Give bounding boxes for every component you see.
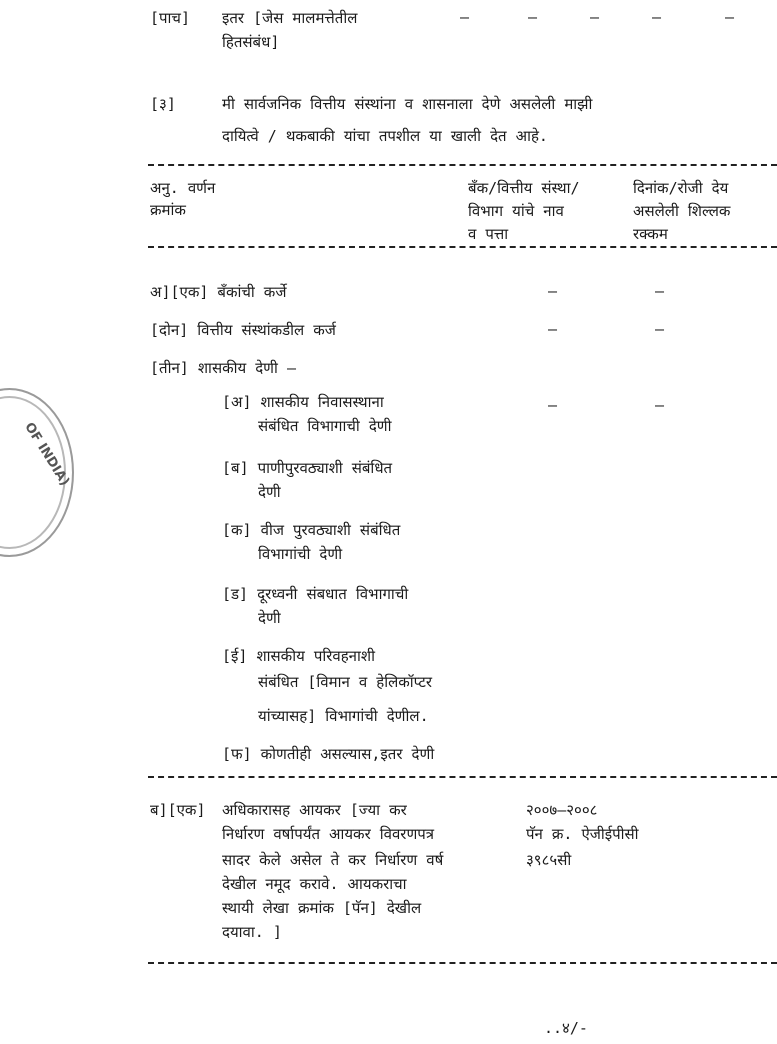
section-b-line6: दयावा. ] (222, 923, 282, 941)
row-telephone-line1: [ड] दूरध्वनी संबधात विभागाची (222, 585, 409, 603)
dash-cell: – (548, 396, 558, 414)
header-col2-line2: विभाग यांचे नाव (468, 202, 564, 220)
seal-text: OF INDIA) (21, 420, 73, 489)
row-transport-line1: [ई] शासकीय परिवहनाशी (222, 647, 375, 665)
row-water-line2: देणी (258, 483, 281, 501)
dash-cell: – (655, 282, 665, 300)
assessment-year: २००७–२००८ (526, 801, 598, 819)
dash-cell: – (655, 396, 665, 414)
header-col2-line1: बँक/वित्तीय संस्था/ (468, 179, 580, 197)
row-govt-dues: [तीन] शासकीय देणी – (150, 359, 296, 377)
dash-cell: – (725, 8, 735, 26)
table-rule-bottom (148, 962, 777, 964)
section-b-line3: सादर केले असेल ते कर निर्धारण वर्ष (222, 851, 444, 869)
section-line1: मी सार्वजनिक वित्तीय संस्थांना व शासनाला देणे असलेली माझी (222, 95, 593, 113)
row-telephone-line2: देणी (258, 609, 281, 627)
dash-cell: – (652, 8, 662, 26)
dash-cell: – (548, 282, 558, 300)
row-financial-loans: [दोन] वित्तीय संस्थांकडील कर्ज (150, 321, 336, 339)
dash-cell: – (590, 8, 600, 26)
dash-cell: – (460, 8, 470, 26)
dash-cell: – (655, 320, 665, 338)
section-b-line4: देखील नमूद करावे. आयकराचा (222, 875, 407, 893)
dash-cell: – (548, 320, 558, 338)
section-number: [३] (150, 95, 176, 113)
pan-number-line1: पॅन क्र. ऐजीईपीसी (526, 825, 639, 843)
header-col3-line3: रक्कम (633, 225, 668, 243)
row-text-line1: इतर [जेस मालमत्तेतील (222, 9, 358, 27)
row-housing-line2: संबंधित विभागाची देणी (258, 417, 392, 435)
header-col1-line1: अनु. वर्णन (150, 179, 216, 197)
table-rule-top (148, 164, 777, 166)
row-transport-line3: यांच्यासह] विभागांची देणील. (258, 707, 429, 725)
row-electricity-line1: [क] वीज पुरवठ्याशी संबंधित (222, 521, 401, 539)
section-line2: दायित्वे / थकबाकी यांचा तपशील या खाली देत आहे. (222, 127, 548, 145)
page-continuation-marker: ..४/- (544, 1019, 588, 1037)
row-label-panch: [पाच] (150, 9, 190, 27)
row-water-line1: [ब] पाणीपुरवठ्याशी संबंधित (222, 459, 393, 477)
pan-number-line2: ३९८५सी (526, 851, 572, 869)
section-b-line2: निर्धारण वर्षापर्यंत आयकर विवरणपत्र (222, 825, 435, 843)
row-electricity-line2: विभागांची देणी (258, 545, 343, 563)
row-transport-line2: संबंधित [विमान व हेलिकॉप्टर (258, 673, 433, 691)
header-col3-line1: दिनांक/रोजी देय (633, 179, 729, 197)
header-col2-line3: व पत्ता (468, 225, 509, 243)
section-b-line1: अधिकारासह आयकर [ज्या कर (222, 801, 407, 819)
row-text-line2: हितसंबंध] (222, 33, 280, 51)
row-housing-line1: [अ] शासकीय निवासस्थाना (222, 393, 384, 411)
section-b-line5: स्थायी लेखा क्रमांक [पॅन] देखील (222, 899, 422, 917)
section-b-label: ब][एक] (150, 801, 206, 819)
table-rule-mid (148, 776, 777, 778)
table-rule-header (148, 246, 777, 248)
row-bank-loans: अ][एक] बँकांची कर्जे (150, 283, 287, 301)
row-other-dues: [फ] कोणतीही असल्यास,इतर देणी (222, 745, 435, 763)
dash-cell: – (528, 8, 538, 26)
header-col3-line2: असलेली शिल्लक (633, 202, 731, 220)
header-col1-line2: क्रमांक (150, 201, 186, 219)
